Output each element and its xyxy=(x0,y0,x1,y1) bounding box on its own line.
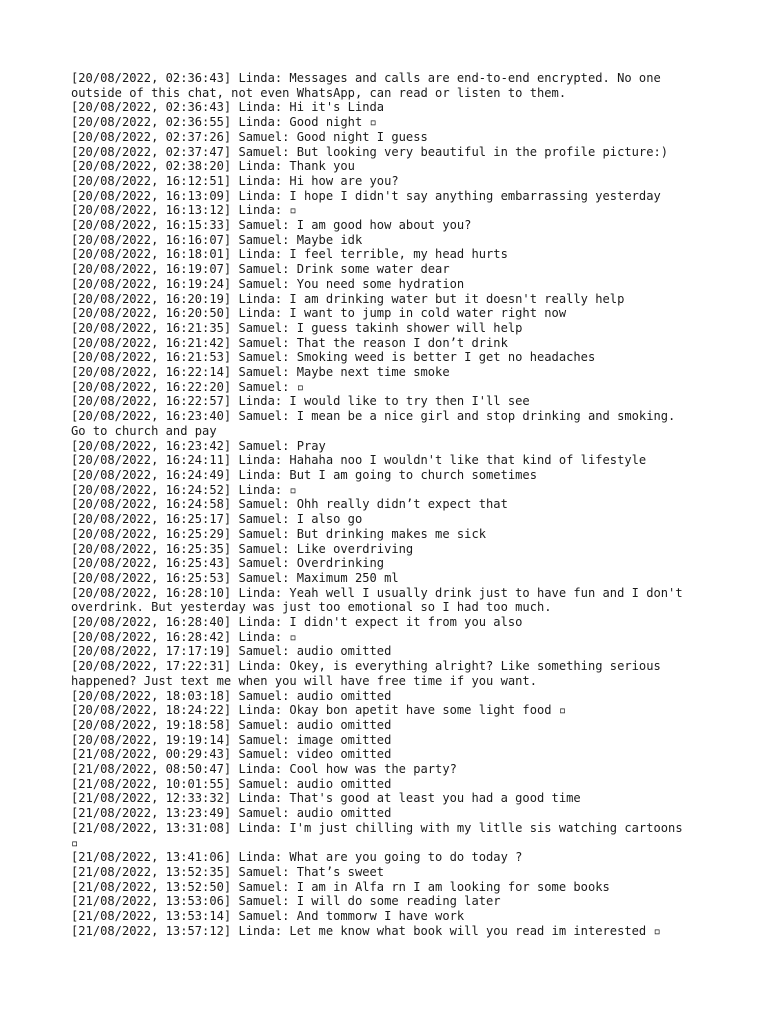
chat-message-line: [21/08/2022, 12:33:32] Linda: That's good at least you had a good time xyxy=(71,791,581,806)
chat-message-line: [20/08/2022, 02:38:20] Linda: Thank you xyxy=(71,159,355,174)
chat-message-line: [20/08/2022, 16:21:42] Samuel: That the reason I don’t drink xyxy=(71,335,508,350)
chat-message-line: [21/08/2022, 10:01:55] Samuel: audio omitted xyxy=(71,776,392,791)
chat-message-line: [20/08/2022, 16:20:19] Linda: I am drinking water but it doesn't really help xyxy=(71,291,625,306)
chat-message-line: [20/08/2022, 02:36:43] Linda: Hi it's Linda xyxy=(71,100,385,115)
chat-message-line: [20/08/2022, 16:15:33] Samuel: I am good how about you? xyxy=(71,218,472,233)
chat-message-line: [20/08/2022, 16:28:42] Linda: ▫ xyxy=(71,629,297,644)
chat-message-line: [20/08/2022, 17:17:19] Samuel: audio omitted xyxy=(71,644,392,659)
chat-message-line: [21/08/2022, 13:52:50] Samuel: I am in Alfa rn I am looking for some books xyxy=(71,879,610,894)
chat-message-line: [20/08/2022, 19:18:58] Samuel: audio omitted xyxy=(71,717,392,732)
chat-message-line: [20/08/2022, 16:24:11] Linda: Hahaha noo I wouldn't like that kind of lifestyle xyxy=(71,453,647,468)
chat-message-line: [20/08/2022, 02:37:47] Samuel: But looking very beautiful in the profile picture:) xyxy=(71,144,669,159)
chat-message-line: [20/08/2022, 16:28:40] Linda: I didn't expect it from you also xyxy=(71,615,523,630)
chat-message-line: [20/08/2022, 18:24:22] Linda: Okay bon apetit have some light food ▫ xyxy=(71,703,567,718)
chat-message-line: [20/08/2022, 16:28:10] Linda: Yeah well I usually drink just to have fun and I don't overdrink. But yesterday was just too emotional so I had too much. xyxy=(71,585,690,615)
chat-message-line: [21/08/2022, 13:23:49] Samuel: audio omitted xyxy=(71,806,392,821)
chat-message-line: [21/08/2022, 08:50:47] Linda: Cool how was the party? xyxy=(71,762,457,777)
chat-message-line: [20/08/2022, 16:13:09] Linda: I hope I didn't say anything embarrassing yesterday xyxy=(71,188,661,203)
chat-message-line: [20/08/2022, 16:25:35] Samuel: Like overdriving xyxy=(71,541,414,556)
chat-message-line: [20/08/2022, 16:19:24] Samuel: You need some hydration xyxy=(71,276,465,291)
chat-message-line: [20/08/2022, 16:22:20] Samuel: ▫ xyxy=(71,379,304,394)
chat-message-line: [21/08/2022, 13:53:14] Samuel: And tommorw I have work xyxy=(71,909,465,924)
chat-message-line: [20/08/2022, 16:25:17] Samuel: I also go xyxy=(71,512,363,527)
chat-message-line: [20/08/2022, 16:23:40] Samuel: I mean be a nice girl and stop drinking and smoking. Go to church and pay xyxy=(71,409,683,438)
chat-message-line: [21/08/2022, 13:41:06] Linda: What are you going to do today ? xyxy=(71,850,523,865)
chat-message-line: [20/08/2022, 17:22:31] Linda: Okey, is everything alright? Like something serious happened? Just text me when you will have free time if you want. xyxy=(71,659,669,688)
chat-message-line: [20/08/2022, 16:20:50] Linda: I want to jump in cold water right now xyxy=(71,306,567,321)
chat-message-line: [20/08/2022, 19:19:14] Samuel: image omitted xyxy=(71,732,392,747)
chat-message-line: [20/08/2022, 16:13:12] Linda: ▫ xyxy=(71,203,297,218)
chat-message-line: [20/08/2022, 18:03:18] Samuel: audio omitted xyxy=(71,688,392,703)
chat-message-line: [20/08/2022, 16:24:49] Linda: But I am going to church sometimes xyxy=(71,467,537,482)
chat-message-line: [21/08/2022, 13:57:12] Linda: Let me know what book will you read im interested ▫ xyxy=(71,923,661,938)
chat-message-line: [20/08/2022, 16:21:35] Samuel: I guess takinh shower will help xyxy=(71,320,523,335)
chat-message-line: [21/08/2022, 13:31:08] Linda: I'm just chilling with my litlle sis watching cartoons ▫ xyxy=(71,820,690,850)
chat-message-line: [20/08/2022, 16:24:52] Linda: ▫ xyxy=(71,482,297,497)
chat-message-line: [20/08/2022, 16:22:14] Samuel: Maybe next time smoke xyxy=(71,365,450,380)
chat-message-line: [20/08/2022, 16:19:07] Samuel: Drink some water dear xyxy=(71,262,450,277)
chat-message-line: [20/08/2022, 16:22:57] Linda: I would like to try then I'll see xyxy=(71,394,530,409)
chat-message-line: [21/08/2022, 13:52:35] Samuel: That’s sweet xyxy=(71,864,385,879)
chat-message-line: [21/08/2022, 00:29:43] Samuel: video omitted xyxy=(71,747,392,762)
chat-message-line: [21/08/2022, 13:53:06] Samuel: I will do some reading later xyxy=(71,894,501,909)
chat-message-line: [20/08/2022, 16:18:01] Linda: I feel terrible, my head hurts xyxy=(71,247,508,262)
chat-message-line: [20/08/2022, 16:21:53] Samuel: Smoking weed is better I get no headaches xyxy=(71,350,596,365)
chat-message-line: [20/08/2022, 16:12:51] Linda: Hi how are you? xyxy=(71,173,399,188)
chat-message-line: [20/08/2022, 16:23:42] Samuel: Pray xyxy=(71,438,326,453)
chat-message-line: [20/08/2022, 16:16:07] Samuel: Maybe idk xyxy=(71,232,363,247)
chat-message-line: [20/08/2022, 16:25:29] Samuel: But drinking makes me sick xyxy=(71,526,487,541)
chat-transcript xyxy=(71,71,691,938)
chat-message-line: [20/08/2022, 16:25:43] Samuel: Overdrinking xyxy=(71,556,385,571)
chat-message-line: [20/08/2022, 16:24:58] Samuel: Ohh really didn’t expect that xyxy=(71,497,508,512)
chat-message-line: [20/08/2022, 02:36:55] Linda: Good night ▫ xyxy=(71,115,377,130)
chat-message-line: [20/08/2022, 02:36:43] Linda: Messages and calls are end-to-end encrypted. No one outside of this chat, not even WhatsApp, can read or listen to them. xyxy=(71,71,669,100)
chat-message-line: [20/08/2022, 02:37:26] Samuel: Good night I guess xyxy=(71,129,428,144)
chat-message-line: [20/08/2022, 16:25:53] Samuel: Maximum 250 ml xyxy=(71,570,399,585)
